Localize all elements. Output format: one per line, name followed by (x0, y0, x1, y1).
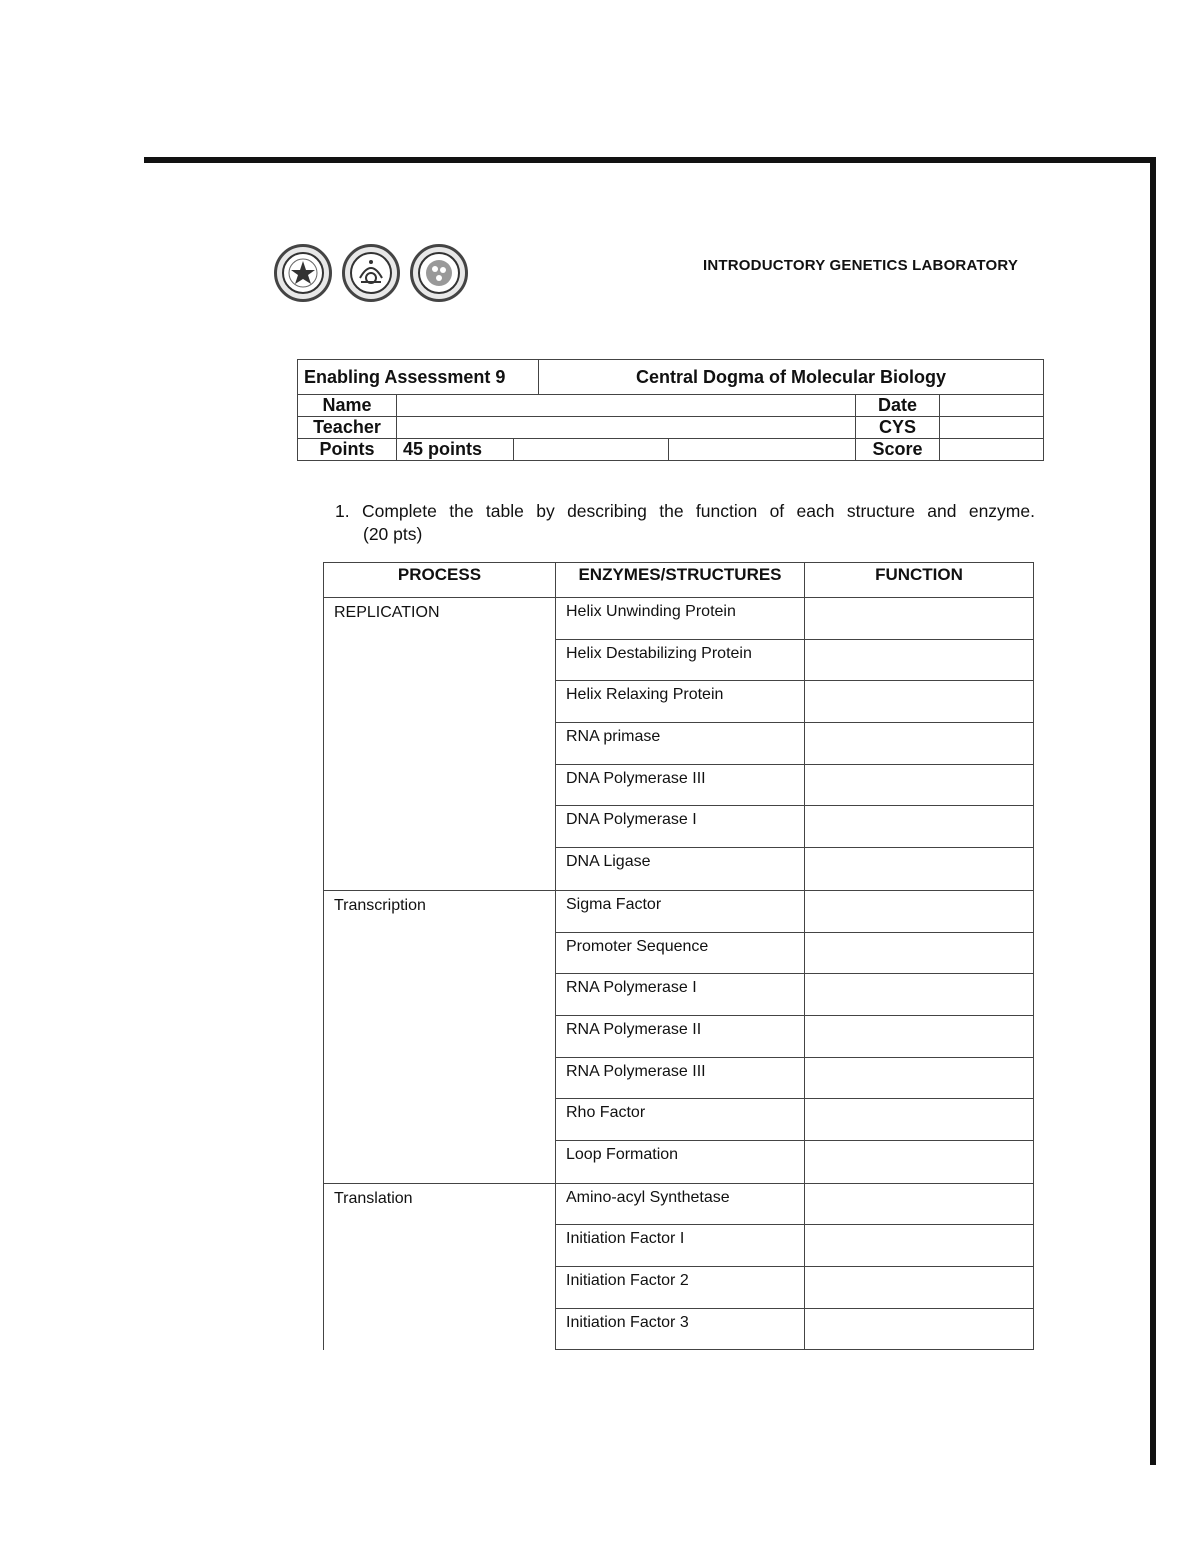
college-seal-icon (342, 244, 400, 302)
enzyme-name: RNA primase (555, 723, 804, 764)
table-header-row (323, 562, 1034, 597)
table-row (555, 806, 1034, 848)
table-row (555, 1267, 1034, 1309)
instruction-word: and (927, 501, 957, 521)
function-answer-field[interactable] (804, 1184, 1034, 1225)
page-border-right (1150, 157, 1156, 1465)
function-answer-field[interactable] (804, 723, 1034, 764)
process-name: REPLICATION (323, 598, 555, 890)
date-label: Date (856, 395, 940, 417)
instruction-word: enzyme. (968, 501, 1035, 521)
instruction (335, 500, 1035, 546)
table-row (555, 933, 1034, 975)
table-row (555, 723, 1034, 765)
instruction-word: by (536, 501, 555, 521)
points-value: 45 points (397, 439, 514, 461)
table-row (555, 1058, 1034, 1100)
function-answer-field[interactable] (804, 933, 1034, 974)
enzyme-name: RNA Polymerase I (555, 974, 804, 1015)
department-seal-icon (410, 244, 468, 302)
enzyme-name: Sigma Factor (555, 891, 804, 932)
cys-label: CYS (856, 417, 940, 439)
table-row (555, 765, 1034, 807)
seal-logos (274, 244, 468, 302)
enzyme-name: Promoter Sequence (555, 933, 804, 974)
function-table (323, 562, 1034, 1350)
enzyme-name: Helix Unwinding Protein (555, 598, 804, 639)
enzyme-name: Loop Formation (555, 1141, 804, 1183)
page-border-top (144, 157, 1156, 163)
name-label: Name (298, 395, 397, 417)
table-row (555, 1016, 1034, 1058)
enzyme-name: RNA Polymerase III (555, 1058, 804, 1099)
table-row (555, 1309, 1034, 1351)
table-row (555, 1225, 1034, 1267)
enzymes-header: ENZYMES/STRUCTURES (555, 563, 804, 597)
points-blank-2[interactable] (669, 439, 856, 461)
assessment-label: Enabling Assessment 9 (298, 360, 539, 395)
enzyme-name: DNA Polymerase III (555, 765, 804, 806)
points-blank-1[interactable] (514, 439, 669, 461)
table-row (555, 640, 1034, 682)
table-row (555, 681, 1034, 723)
table-row (555, 891, 1034, 933)
table-row (555, 974, 1034, 1016)
function-answer-field[interactable] (804, 891, 1034, 932)
instruction-word: Complete (361, 501, 437, 521)
instruction-word: structure (846, 501, 915, 521)
assessment-info-table (297, 359, 1044, 461)
enzyme-name: Helix Destabilizing Protein (555, 640, 804, 681)
instruction-points: (20 pts) (363, 524, 423, 544)
score-field[interactable] (940, 439, 1044, 461)
process-group (323, 1183, 1034, 1351)
instruction-word: describing (567, 501, 647, 521)
function-answer-field[interactable] (804, 1016, 1034, 1057)
lab-title: INTRODUCTORY GENETICS LABORATORY (703, 257, 1019, 274)
instruction-word: table (485, 501, 524, 521)
function-answer-field[interactable] (804, 1267, 1034, 1308)
enzyme-name: Initiation Factor I (555, 1225, 804, 1266)
function-answer-field[interactable] (804, 1058, 1034, 1099)
process-group (323, 890, 1034, 1183)
table-row (555, 848, 1034, 890)
enzyme-name: DNA Polymerase I (555, 806, 804, 847)
function-answer-field[interactable] (804, 848, 1034, 890)
process-name: Translation (323, 1184, 555, 1351)
function-header: FUNCTION (804, 563, 1034, 597)
instruction-word: function (695, 501, 758, 521)
instruction-word: of (769, 501, 785, 521)
table-row (555, 1141, 1034, 1183)
date-field[interactable] (940, 395, 1044, 417)
enzyme-name: Initiation Factor 3 (555, 1309, 804, 1350)
name-field[interactable] (397, 395, 856, 417)
teacher-label: Teacher (298, 417, 397, 439)
function-answer-field[interactable] (804, 1141, 1034, 1183)
function-answer-field[interactable] (804, 1309, 1034, 1350)
table-row (555, 598, 1034, 640)
enzyme-name: DNA Ligase (555, 848, 804, 890)
assessment-topic: Central Dogma of Molecular Biology (539, 360, 1044, 395)
instruction-word: the (449, 501, 474, 521)
function-answer-field[interactable] (804, 806, 1034, 847)
process-group (323, 597, 1034, 890)
table-row (555, 1184, 1034, 1226)
instruction-word: the (659, 501, 684, 521)
score-label: Score (856, 439, 940, 461)
function-answer-field[interactable] (804, 974, 1034, 1015)
enzyme-name: Rho Factor (555, 1099, 804, 1140)
function-answer-field[interactable] (804, 1099, 1034, 1140)
instruction-line-1 (335, 500, 1035, 523)
enzyme-name: Amino-acyl Synthetase (555, 1184, 804, 1225)
enzyme-name: Initiation Factor 2 (555, 1267, 804, 1308)
function-answer-field[interactable] (804, 681, 1034, 722)
function-answer-field[interactable] (804, 1225, 1034, 1266)
table-row (555, 1099, 1034, 1141)
enzyme-name: Helix Relaxing Protein (555, 681, 804, 722)
function-answer-field[interactable] (804, 765, 1034, 806)
function-answer-field[interactable] (804, 640, 1034, 681)
enzyme-name: RNA Polymerase II (555, 1016, 804, 1057)
teacher-field[interactable] (397, 417, 856, 439)
instruction-number: 1. (335, 501, 350, 521)
points-label: Points (298, 439, 397, 461)
cys-field[interactable] (940, 417, 1044, 439)
instruction-word: each (796, 501, 835, 521)
process-name: Transcription (323, 891, 555, 1183)
function-answer-field[interactable] (804, 598, 1034, 639)
university-seal-icon (274, 244, 332, 302)
process-header: PROCESS (323, 563, 555, 597)
